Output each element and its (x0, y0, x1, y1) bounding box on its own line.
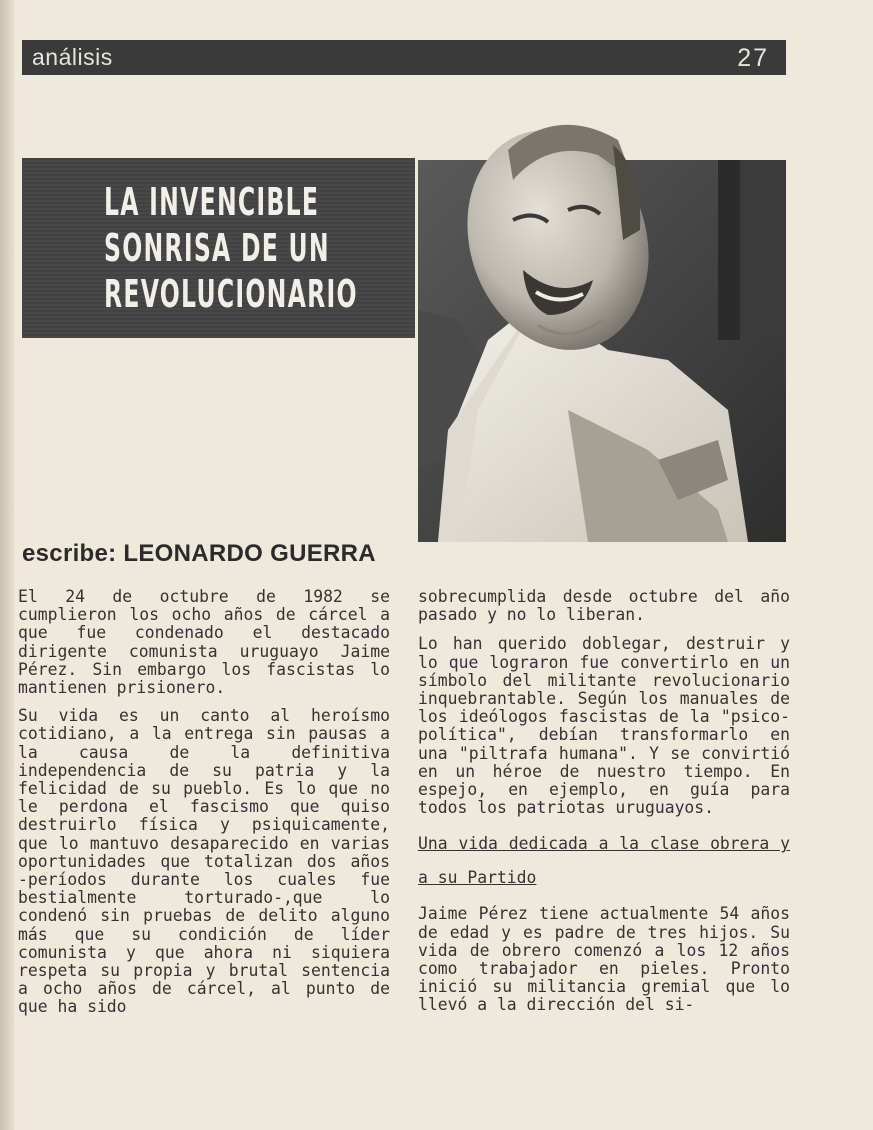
page-binding-edge (0, 0, 14, 1130)
title-line-1: LA INVENCIBLE (104, 180, 320, 224)
paragraph-continuation: sobrecumplida desde octubre del año pasado y no lo liberan. (418, 587, 790, 625)
paragraph-4: Jaime Pérez tiene actualmente 54 años de edad y es padre de tres hijos. Su vida de obrero comenzó a los 12 años como trabajador en pieles. Pronto inició su militancia gremial que lo llevó a la dirección del si- (418, 904, 790, 1015)
header-bar (22, 40, 786, 75)
article-column-right (418, 588, 790, 1025)
portrait-photo (418, 110, 786, 542)
paragraph-2: Su vida es un canto al heroísmo cotidiano, a la entrega sin pausas a la causa de la definitiva independencia de su patria y la felicidad de su pueblo. Es lo que no le perdona el fascismo que quiso destruirlo física y psiquicamente, que lo mantuvo desaparecido en varias oportunidades que totalizan dos años -períodos durante los cuales fue bestialmente torturado-,que lo condenó sin pruebas de delito alguno más que su condición de líder comunista y que ahora ni siquiera respeta su propia y brutal sentencia a ocho años de cárcel, al punto de que ha sido (18, 706, 390, 1017)
paragraph-1: El 24 de octubre de 1982 se cumplieron los ocho años de cárcel a que fue condenado el destacado dirigente comunista uruguayo Jaime Pérez. Sin embargo los fascistas lo mantienen prisionero. (18, 587, 390, 698)
page-number: 27 (737, 44, 769, 72)
title-line-2: SONRISA DE UN (104, 226, 330, 270)
title-block (22, 158, 415, 338)
section-subheading: Una vida dedicada a la clase obrera y a su Partido (418, 834, 790, 888)
paragraph-3: Lo han querido doblegar, destruir y lo que lograron fue convertirlo en un símbolo del militante revolucionario inquebrantable. Según los manuales de los ideólogos fascistas de la "psico-política", debían transformarlo en una "piltrafa humana". Y se convirtió en un héroe de nuestro tiempo. En espejo, en ejemplo, en guía para todos los patriotas uruguayos. (418, 634, 790, 818)
article-column-left (18, 588, 390, 1027)
title-line-3: REVOLUCIONARIO (104, 272, 358, 316)
byline: escribe: LEONARDO GUERRA (22, 540, 376, 567)
section-label: análisis (32, 44, 113, 70)
